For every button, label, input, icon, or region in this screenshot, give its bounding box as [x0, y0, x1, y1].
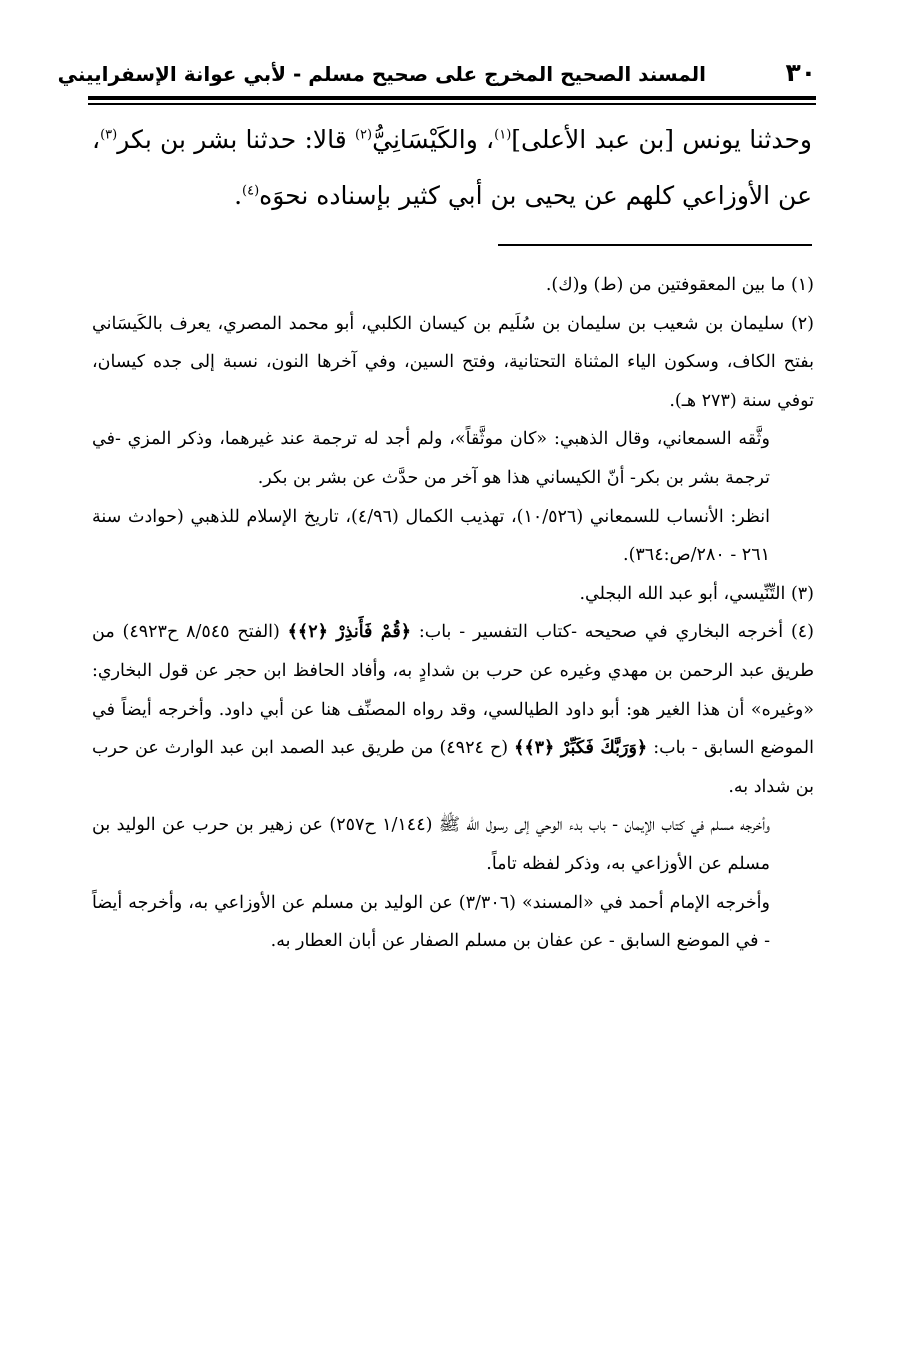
footnote-2-paragraph: وثَّقه السمعاني، وقال الذهبي: «كان موثَّقاً»، ولم أجد له ترجمة عند غيرهما، وذكر المزي -في ترجمة بشر بن بكر- أنّ الكيساني هذا هو آخر من حدَّث عن بشر بن بكر. [92, 429, 770, 488]
footnote-1 [92, 266, 814, 305]
page-header [57, 58, 816, 92]
footnote-number: (٢) [790, 313, 814, 334]
footnote-ref-3: (٣) [100, 127, 118, 143]
footnote-text: أخرجه البخاري في صحيحه -كتاب التفسير - باب: [411, 622, 784, 643]
footnote-text: (الفتح ٨/٥٤٥ ح٤٩٢٣) من طريق عبد الرحمن بن مهدي وغيره عن حرب بن شدادٍ به، وأفاد الحافظ ابن حجر عن قول البخاري: «وغيره» أن هذا الغير هو: أبو داود الطيالسي، وقد رواه المصنِّف هنا عن أبي داود. وأخرجه أيضاً في الموضع السابق - باب: [92, 622, 814, 759]
page-number: ٣٠ [785, 58, 816, 87]
footnote-2 [92, 305, 814, 421]
main-text-part: قالا: حدثنا بشر بن بكر [117, 125, 355, 154]
footnote-text: (ح ٤٩٢٤) من طريق عبد الصمد ابن عبد الوارث عن حرب بن شداد به. [92, 738, 814, 797]
footnote-text: التِّنِّيسي، أبو عبد الله البجلي. [579, 583, 786, 604]
quran-verse: ﴿قُمْ فَأَنذِرْ ﴿٢﴾﴾ [287, 622, 412, 643]
footnote-4-paragraph: وأخرجه الإمام أحمد في «المسند» (٣/٣٠٦) عن الوليد بن مسلم عن الأوزاعي به، وأخرجه أيضاً - في الموضع السابق - عن عفان بن مسلم الصفار عن أبان العطار به. [92, 892, 770, 952]
main-text-part: ، عن الأوزاعي كلهم عن يحيى بن أبي كثير بإسناده نحوَه [92, 125, 812, 210]
footnote-text: ما بين المعقوفتين من (ط) و(ك). [545, 275, 786, 295]
header-rule-thin [88, 103, 816, 105]
footnote-3 [92, 575, 814, 614]
footnote-text: سليمان بن شعيب بن سليمان بن سُلَيم بن كيسان الكلبي، أبو محمد المصري، يعرف بالكَيسَاني بفتح الكاف، وسكون الياء المثناة التحتانية، وفتح السين، وفي آخرها النون، نسبة إلى جده كيسان، توفي سنة (٢٧٣ هـ). [92, 313, 814, 411]
footnote-number: (١) [790, 275, 814, 295]
footnote-ref-4: (٤) [242, 183, 260, 199]
main-text-part: وحدثنا يونس [بن عبد الأعلى] [511, 125, 813, 154]
footnote-4-paragraph: وأخرجه مسلم في كتاب الإيمان - باب بدء الوحي إلى رسول الله ﷺ (١/١٤٤ ح٢٥٧) عن زهير بن حرب عن الوليد بن مسلم عن الأوزاعي به، وذكر لفظه تاماً. [92, 815, 770, 874]
footnote-2-sources: انظر: الأنساب للسمعاني (١٠/٥٢٦)، تهذيب الكمال (٤/٩٦)، تاريخ الإسلام للذهبي (حوادث سنة ٢٦١ - ٢٨٠/ص:٣٦٤). [92, 506, 770, 566]
footnote-number: (٣) [790, 583, 814, 604]
main-text-part: ، والكَيْسَانِيُّ [372, 125, 495, 154]
header-rule-thick [88, 96, 816, 100]
footnote-separator [498, 244, 812, 246]
main-text [92, 112, 812, 224]
main-text-part: . [234, 181, 243, 210]
footnote-4 [92, 613, 814, 806]
footnote-ref-2: (٢) [354, 127, 373, 143]
footnote-ref-1: (١) [494, 127, 512, 143]
footnote-number: (٤) [790, 622, 814, 643]
running-title: المسند الصحيح المخرج على صحيح مسلم - لأبي عوانة الإسفراييني [57, 62, 706, 86]
footnotes [92, 266, 814, 961]
quran-verse: ﴿وَرَبَّكَ فَكَبِّرْ ﴿٣﴾﴾ [514, 738, 648, 759]
